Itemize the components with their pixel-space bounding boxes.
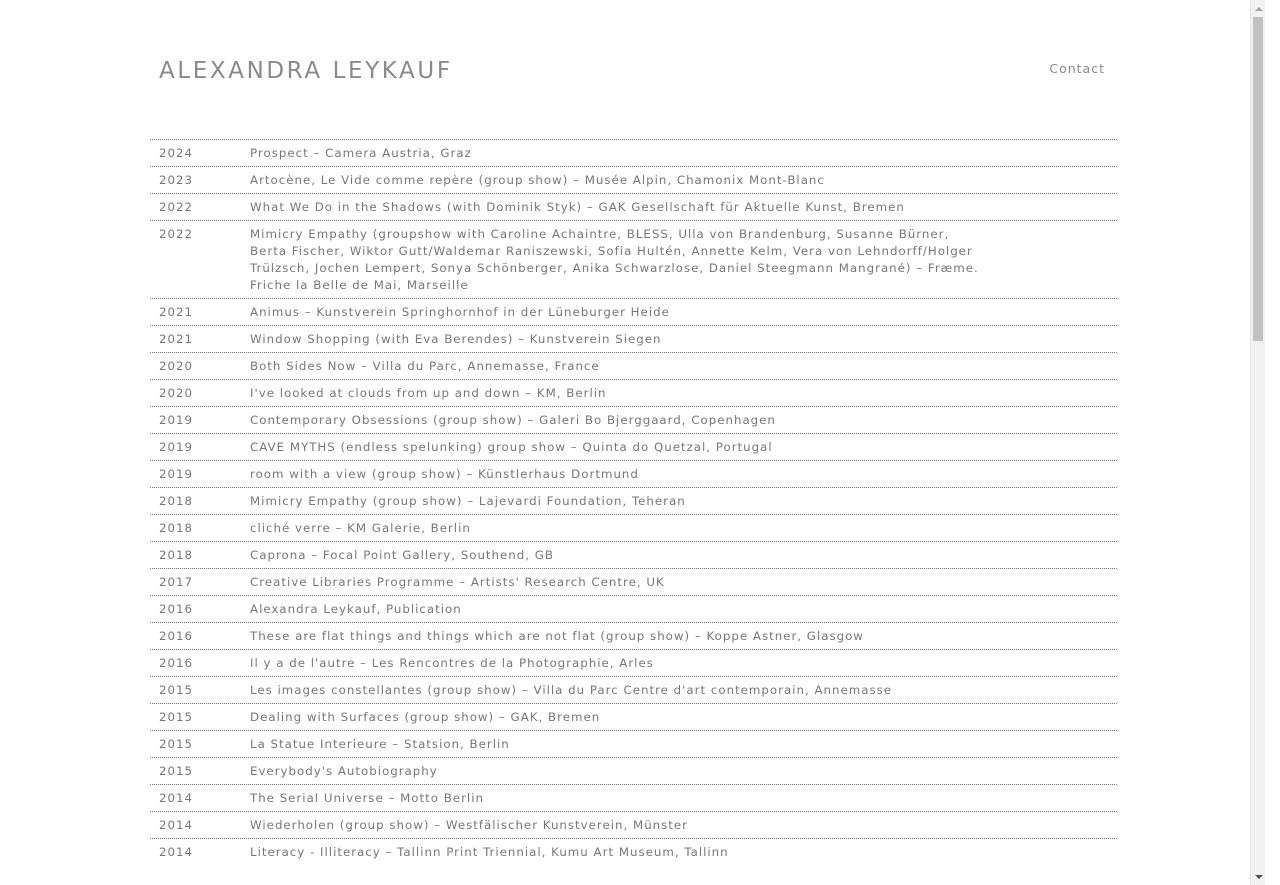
exhibition-row xyxy=(150,703,1117,730)
exhibition-year: 2020 xyxy=(159,359,194,373)
exhibition-row xyxy=(150,166,1117,193)
exhibition-link[interactable]: Dealing with Surfaces (group show) – GAK, Bremen xyxy=(250,710,601,724)
exhibition-year: 2019 xyxy=(159,467,194,481)
exhibition-year: 2015 xyxy=(159,764,194,778)
exhibition-row xyxy=(150,406,1117,433)
exhibition-year: 2014 xyxy=(159,818,194,832)
exhibition-link[interactable]: The Serial Universe – Motto Berlin xyxy=(250,791,484,805)
exhibition-year: 2017 xyxy=(159,575,194,589)
exhibition-year: 2016 xyxy=(159,602,194,616)
exhibition-year: 2015 xyxy=(159,737,194,751)
exhibition-row xyxy=(150,433,1117,460)
exhibition-row xyxy=(150,595,1117,622)
exhibition-link[interactable]: Les images constellantes (group show) – Villa du Parc Centre d'art contemporain, Annemasse xyxy=(250,683,893,697)
exhibition-year: 2016 xyxy=(159,629,194,643)
exhibition-link[interactable]: Prospect – Camera Austria, Graz xyxy=(250,146,472,160)
exhibition-year: 2022 xyxy=(159,200,194,214)
scrollbar-thumb[interactable] xyxy=(1253,17,1263,341)
exhibition-row xyxy=(150,298,1117,325)
exhibition-row xyxy=(150,811,1117,838)
exhibition-row xyxy=(150,622,1117,649)
scroll-up-arrow-icon[interactable] xyxy=(1251,0,1265,17)
exhibition-link[interactable]: cliché verre – KM Galerie, Berlin xyxy=(250,521,471,535)
exhibition-row xyxy=(150,139,1117,166)
exhibition-year: 2018 xyxy=(159,494,194,508)
exhibition-row xyxy=(150,784,1117,811)
exhibition-link[interactable]: Both Sides Now – Villa du Parc, Annemasse, France xyxy=(250,359,600,373)
exhibition-link[interactable]: Animus – Kunstverein Springhornhof in der Lüneburger Heide xyxy=(250,305,670,319)
exhibition-link[interactable]: Mimicry Empathy (groupshow with Caroline Achaintre, BLESS, Ulla von Brandenburg, Susanne Bürner, Berta Fischer, Wiktor Gutt/Waldemar Raniszewski, Sofia Hultén, Annette Kelm, Vera von Lehndorff/Holger Trülzsch, Jochen Lempert, Sonya Schönberger, Anika Schwarzlose, Daniel Steegmann Mangrané) – Fræme. Friche la Belle de Mai, Marseille xyxy=(250,227,979,292)
exhibition-row xyxy=(150,193,1117,220)
exhibition-year: 2021 xyxy=(159,305,194,319)
exhibition-link[interactable]: Caprona – Focal Point Gallery, Southend, GB xyxy=(250,548,554,562)
exhibition-row xyxy=(150,460,1117,487)
exhibition-year: 2024 xyxy=(159,146,194,160)
exhibition-row xyxy=(150,514,1117,541)
exhibition-link[interactable]: Alexandra Leykauf, Publication xyxy=(250,602,462,616)
exhibition-year: 2018 xyxy=(159,548,194,562)
exhibition-row xyxy=(150,220,1117,298)
exhibition-year: 2016 xyxy=(159,656,194,670)
exhibition-link[interactable]: CAVE MYTHS (endless spelunking) group show – Quinta do Quetzal, Portugal xyxy=(250,440,773,454)
exhibition-link[interactable]: Everybody's Autobiography xyxy=(250,764,438,778)
exhibition-link[interactable]: Mimicry Empathy (group show) – Lajevardi Foundation, Teheran xyxy=(250,494,686,508)
exhibition-year: 2021 xyxy=(159,332,194,346)
exhibition-row xyxy=(150,568,1117,595)
contact-link[interactable]: Contact xyxy=(1049,61,1105,76)
exhibition-link[interactable]: Window Shopping (with Eva Berendes) – Kunstverein Siegen xyxy=(250,332,662,346)
exhibition-year: 2022 xyxy=(159,227,194,241)
exhibition-link[interactable]: Creative Libraries Programme – Artists' Research Centre, UK xyxy=(250,575,665,589)
scroll-down-arrow-icon[interactable] xyxy=(1251,868,1265,885)
exhibition-list xyxy=(150,139,1117,865)
exhibition-row xyxy=(150,379,1117,406)
exhibition-link[interactable]: I've looked at clouds from up and down – KM, Berlin xyxy=(250,386,607,400)
exhibition-row xyxy=(150,352,1117,379)
exhibition-row xyxy=(150,649,1117,676)
exhibition-link[interactable]: Il y a de l'autre – Les Rencontres de la Photographie, Arles xyxy=(250,656,654,670)
exhibition-row xyxy=(150,730,1117,757)
exhibition-row xyxy=(150,757,1117,784)
exhibition-year: 2019 xyxy=(159,440,194,454)
exhibition-link[interactable]: Contemporary Obsessions (group show) – Galeri Bo Bjerggaard, Copenhagen xyxy=(250,413,776,427)
exhibition-link[interactable]: La Statue Interieure – Statsion, Berlin xyxy=(250,737,510,751)
exhibition-row xyxy=(150,487,1117,514)
exhibition-link[interactable]: Artocène, Le Vide comme repère (group show) – Musée Alpin, Chamonix Mont-Blanc xyxy=(250,173,825,187)
exhibition-year: 2019 xyxy=(159,413,194,427)
exhibition-row xyxy=(150,325,1117,352)
exhibition-row xyxy=(150,838,1117,865)
exhibition-year: 2014 xyxy=(159,791,194,805)
exhibition-year: 2023 xyxy=(159,173,194,187)
exhibition-year: 2018 xyxy=(159,521,194,535)
exhibition-year: 2015 xyxy=(159,710,194,724)
exhibition-year: 2020 xyxy=(159,386,194,400)
exhibition-link[interactable]: Literacy - Illiteracy – Tallinn Print Triennial, Kumu Art Museum, Tallinn xyxy=(250,845,729,859)
exhibition-link[interactable]: These are flat things and things which are not flat (group show) – Koppe Astner, Glasgow xyxy=(250,629,864,643)
exhibition-row xyxy=(150,676,1117,703)
exhibition-link[interactable]: room with a view (group show) – Künstlerhaus Dortmund xyxy=(250,467,639,481)
exhibition-year: 2014 xyxy=(159,845,194,859)
exhibition-row xyxy=(150,541,1117,568)
site-header xyxy=(159,56,1105,86)
site-title-link[interactable]: ALEXANDRA LEYKAUF xyxy=(159,58,453,84)
vertical-scrollbar[interactable] xyxy=(1250,0,1265,885)
exhibition-year: 2015 xyxy=(159,683,194,697)
exhibition-link[interactable]: What We Do in the Shadows (with Dominik Styk) – GAK Gesellschaft für Aktuelle Kunst, Bremen xyxy=(250,200,905,214)
exhibition-link[interactable]: Wiederholen (group show) – Westfälischer Kunstverein, Münster xyxy=(250,818,689,832)
